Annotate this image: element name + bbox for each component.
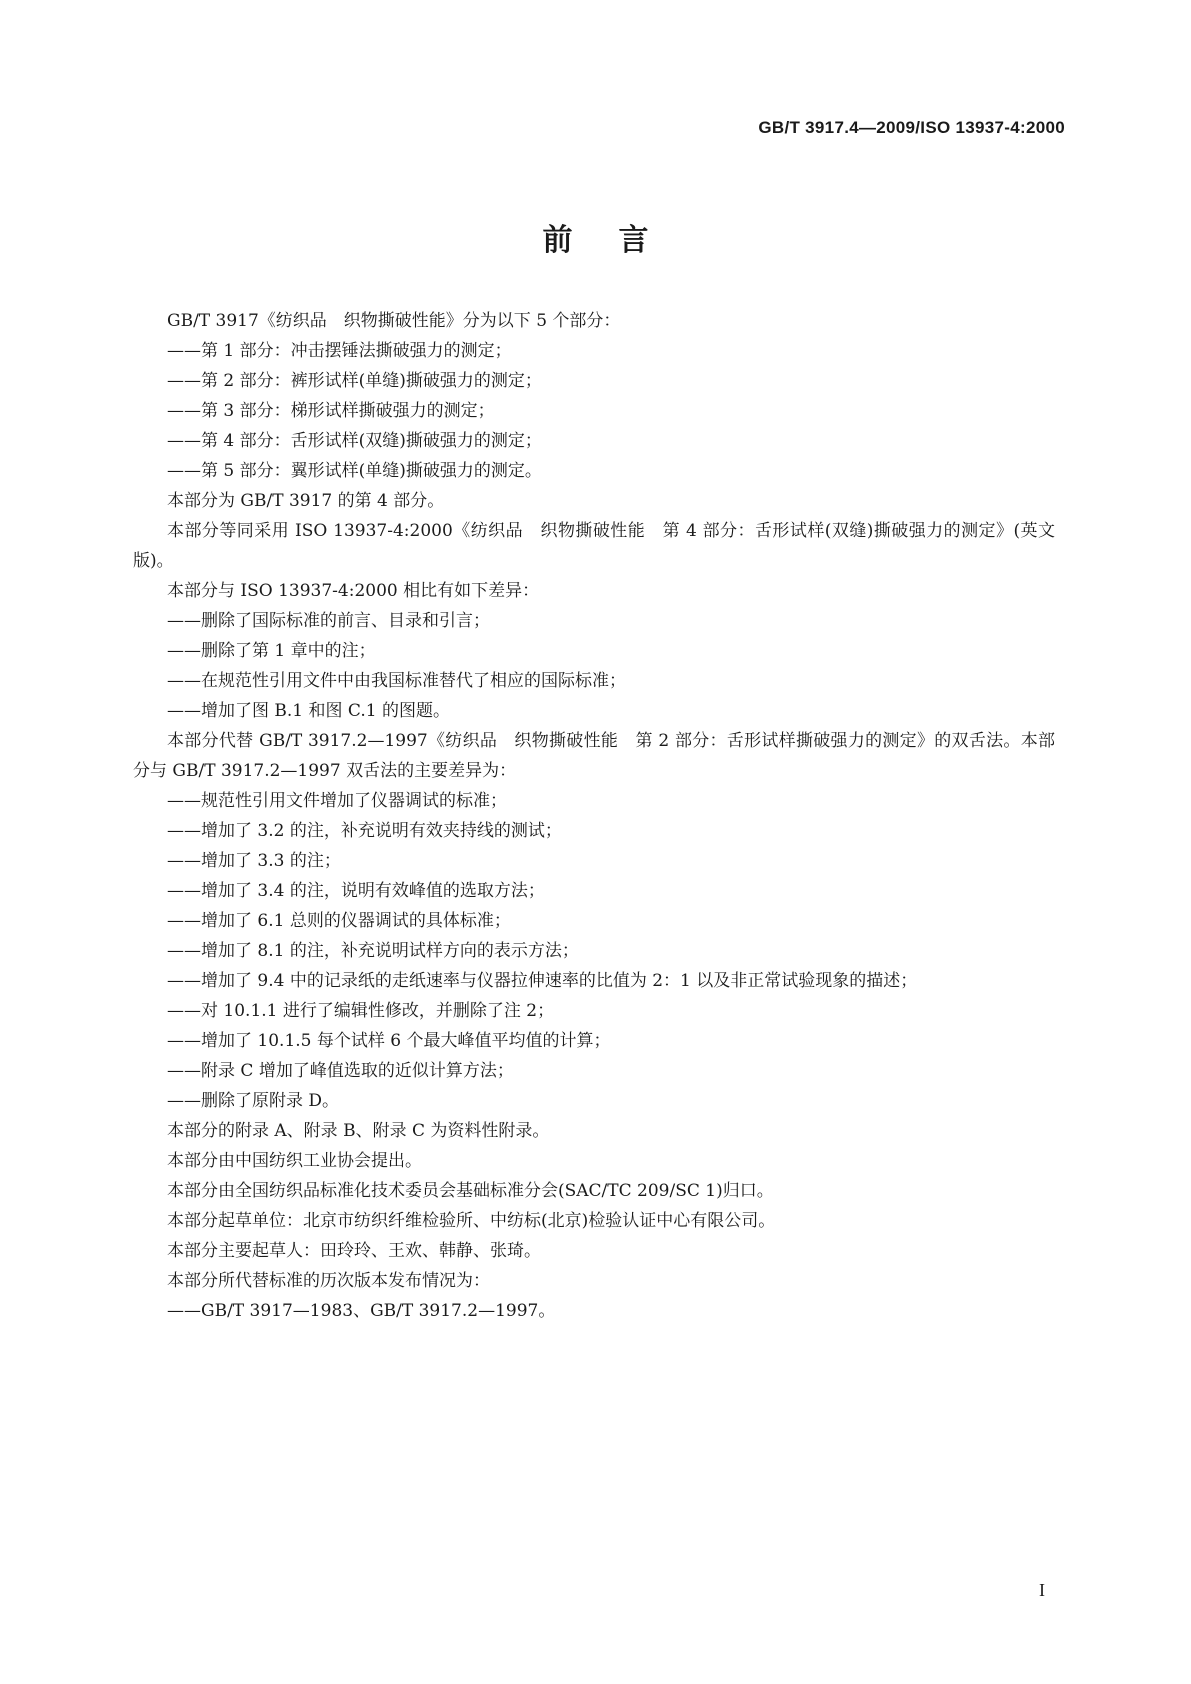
list-item-change-10: ——附录 C 增加了峰值选取的近似计算方法；: [167, 1061, 514, 1081]
list-item-change-5: ——增加了 6.1 总则的仪器调试的具体标准；: [167, 911, 511, 931]
list-item-part-5: ——第 5 部分：翼形试样(单缝)撕破强力的测定。: [167, 461, 542, 481]
paragraph-annexes: 本部分的附录 A、附录 B、附录 C 为资料性附录。: [167, 1121, 550, 1141]
paragraph-drafting-units: 本部分起草单位：北京市纺织纤维检验所、中纺标(北京)检验认证中心有限公司。: [167, 1211, 776, 1231]
paragraph-adoption: 本部分等同采用 ISO 13937-4:2000《纺织品 织物撕破性能 第 4 部分：舌形试样(双缝)撕破强力的测定》(英文版)。: [133, 521, 1055, 571]
list-item-iso-diff-4: ——增加了图 B.1 和图 C.1 的图题。: [167, 701, 450, 721]
list-item-change-3: ——增加了 3.3 的注；: [167, 851, 341, 871]
list-item-history-versions: ——GB/T 3917—1983、GB/T 3917.2—1997。: [167, 1301, 556, 1321]
standard-code: GB/T 3917.4—2009/ISO 13937-4:2000: [758, 118, 1065, 137]
paragraph-replacement: 本部分代替 GB/T 3917.2—1997《纺织品 织物撕破性能 第 2 部分：舌形试样撕破强力的测定》的双舌法。本部分与 GB/T 3917.2—1997 双舌法的主要差异为：: [133, 731, 1055, 781]
list-item-iso-diff-3: ——在规范性引用文件中由我国标准替代了相应的国际标准；: [167, 671, 626, 691]
paragraph-iso-differences: 本部分与 ISO 13937-4:2000 相比有如下差异：: [167, 581, 540, 601]
list-item-part-1: ——第 1 部分：冲击摆锤法撕破强力的测定；: [167, 341, 512, 361]
list-item-iso-diff-1: ——删除了国际标准的前言、目录和引言；: [167, 611, 490, 631]
list-item-change-2: ——增加了 3.2 的注，补充说明有效夹持线的测试；: [167, 821, 562, 841]
list-item-part-3: ——第 3 部分：梯形试样撕破强力的测定；: [167, 401, 495, 421]
list-item-change-11: ——删除了原附录 D。: [167, 1091, 340, 1111]
page-number: I: [1039, 1580, 1045, 1600]
list-item-change-8: ——对 10.1.1 进行了编辑性修改，并删除了注 2；: [167, 1001, 555, 1021]
paragraph-committee: 本部分由全国纺织品标准化技术委员会基础标准分会(SAC/TC 209/SC 1)归口。: [167, 1181, 774, 1201]
list-item-change-6: ——增加了 8.1 的注，补充说明试样方向的表示方法；: [167, 941, 579, 961]
list-item-iso-diff-2: ——删除了第 1 章中的注；: [167, 641, 376, 661]
list-item-change-4: ——增加了 3.4 的注，说明有效峰值的选取方法；: [167, 881, 545, 901]
paragraph-part-statement: 本部分为 GB/T 3917 的第 4 部分。: [167, 491, 445, 511]
list-item-change-7: ——增加了 9.4 中的记录纸的走纸速率与仪器拉伸速率的比值为 2：1 以及非正常试验现象的描述；: [167, 971, 918, 991]
paragraph-intro: GB/T 3917《纺织品 织物撕破性能》分为以下 5 个部分：: [167, 311, 621, 331]
paragraph-drafters: 本部分主要起草人：田玲玲、王欢、韩静、张琦。: [167, 1241, 541, 1261]
list-item-change-9: ——增加了 10.1.5 每个试样 6 个最大峰值平均值的计算；: [167, 1031, 611, 1051]
list-item-part-4: ——第 4 部分：舌形试样(双缝)撕破强力的测定；: [167, 431, 542, 451]
paragraph-history: 本部分所代替标准的历次版本发布情况为：: [167, 1271, 490, 1291]
page-title: 前言: [542, 223, 695, 258]
foreword-body: [133, 306, 1055, 1326]
list-item-change-1: ——规范性引用文件增加了仪器调试的标准；: [167, 791, 507, 811]
paragraph-proposer: 本部分由中国纺织工业协会提出。: [167, 1151, 422, 1171]
list-item-part-2: ——第 2 部分：裤形试样(单缝)撕破强力的测定；: [167, 371, 542, 391]
